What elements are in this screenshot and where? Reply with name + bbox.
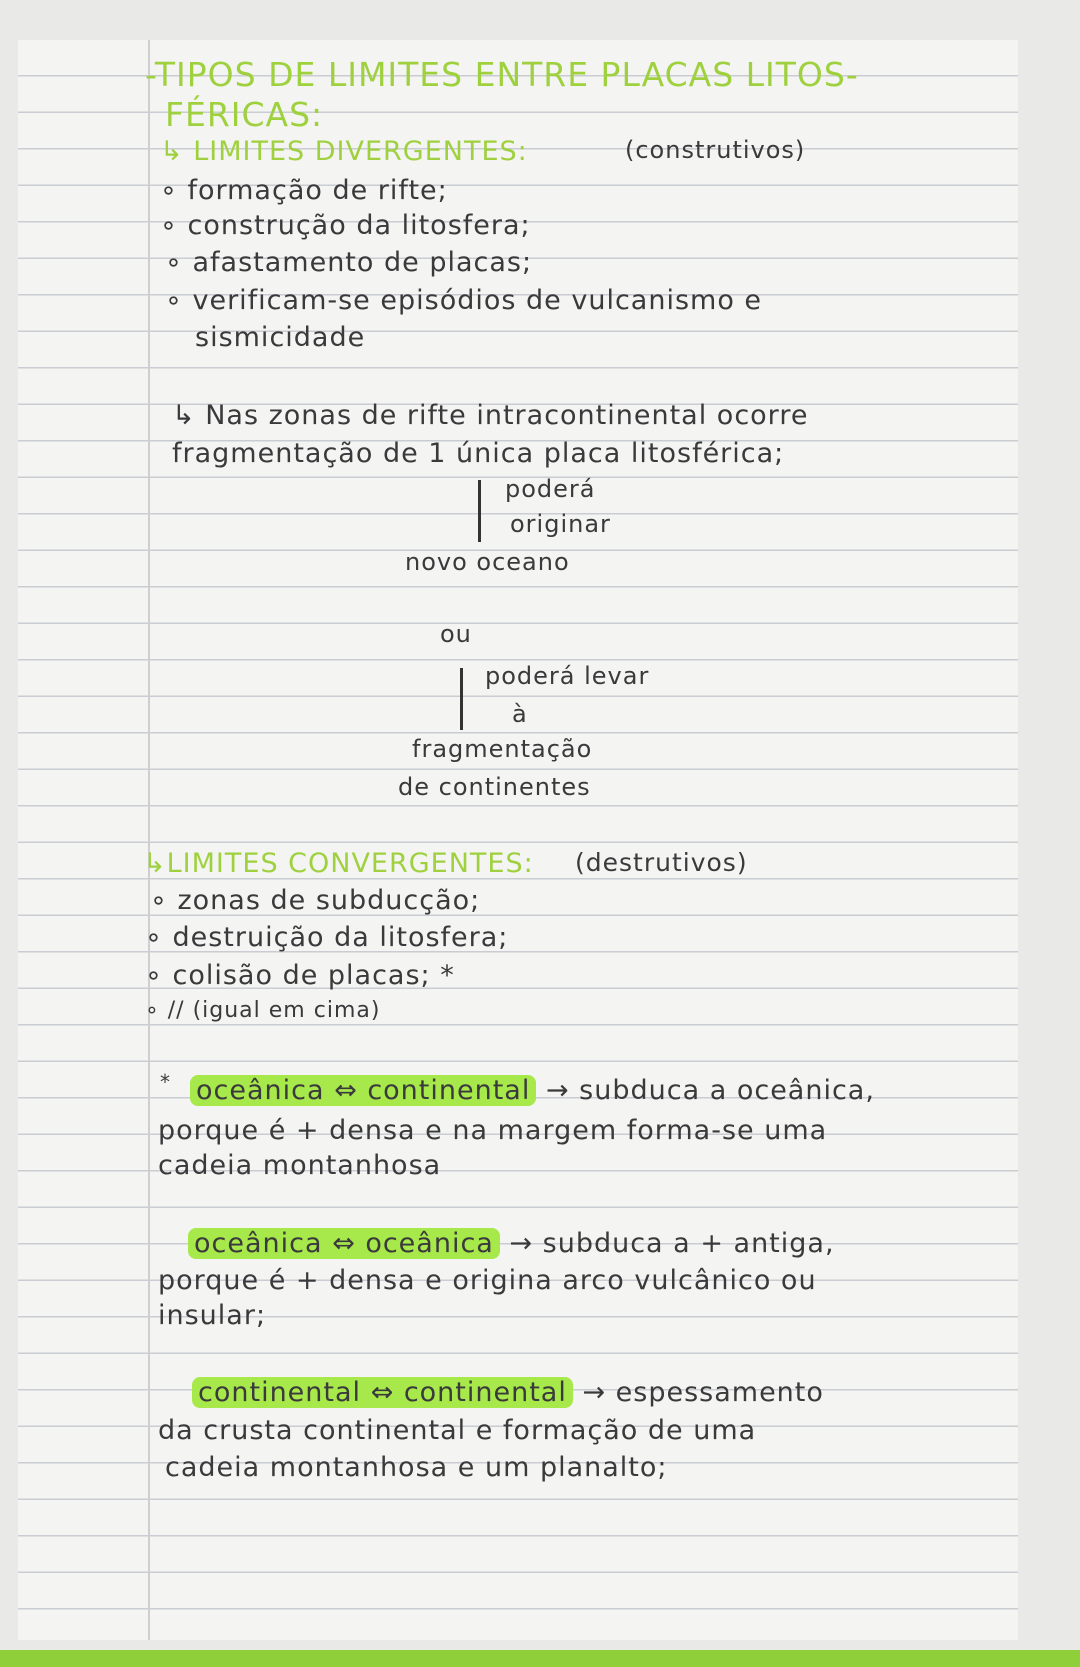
case-text: insular; <box>158 1300 267 1331</box>
convergent-heading: ↳LIMITES CONVERGENTES: <box>143 848 534 879</box>
case-text: cadeia montanhosa <box>158 1150 442 1181</box>
case-text: cadeia montanhosa e um planalto; <box>165 1452 668 1483</box>
case-result: → espessamento <box>582 1377 824 1408</box>
case-text: porque é + densa e origina arco vulcânico ou <box>158 1265 817 1296</box>
case-label: oceânica ⇔ continental <box>190 1075 536 1106</box>
bullet: ∘ colisão de placas; * <box>145 960 455 991</box>
bullet: ∘ // (igual em cima) <box>145 998 381 1023</box>
case-result: → subduca a oceânica, <box>545 1075 875 1106</box>
case-label: continental ⇔ continental <box>192 1377 573 1408</box>
case-label: oceânica ⇔ oceânica <box>188 1228 500 1259</box>
branch-label: poderá levar <box>485 662 650 690</box>
bullet: ∘ destruição da litosfera; <box>145 922 509 953</box>
case-1 <box>190 1075 875 1106</box>
case-text: da crusta continental e formação de uma <box>158 1415 757 1446</box>
rift-line2: fragmentação de 1 única placa litosférica; <box>172 438 785 469</box>
branch-label: originar <box>510 510 611 538</box>
divergent-note: (construtivos) <box>625 136 806 164</box>
branch-line <box>460 668 463 730</box>
or-label: ou <box>440 620 472 648</box>
branch-label: à <box>512 700 528 728</box>
divergent-heading: ↳ LIMITES DIVERGENTES: <box>160 136 528 167</box>
bullet: ∘ afastamento de placas; <box>165 247 533 278</box>
case-result: → subduca a + antiga, <box>509 1228 835 1259</box>
bullet: ∘ verificam-se episódios de vulcanismo e <box>165 285 763 316</box>
title-line1: -TIPOS DE LIMITES ENTRE PLACAS LITOS- <box>145 55 859 94</box>
asterisk: * <box>160 1070 171 1094</box>
bullet: ∘ construção da litosfera; <box>160 210 531 241</box>
branch-result: de continentes <box>398 773 591 801</box>
bullet: ∘ formação de rifte; <box>160 175 448 206</box>
case-3 <box>192 1377 824 1408</box>
bullet: sismicidade <box>195 322 366 353</box>
bullet: ∘ zonas de subducção; <box>150 885 481 916</box>
branch-result: fragmentação <box>412 735 593 763</box>
branch-label: poderá <box>505 475 596 503</box>
title-line2: FÉRICAS: <box>165 95 324 134</box>
branch-result: novo oceano <box>405 548 570 576</box>
rift-line1: ↳ Nas zonas de rifte intracontinental ocorre <box>172 400 809 431</box>
case-text: porque é + densa e na margem forma-se uma <box>158 1115 828 1146</box>
convergent-note: (destrutivos) <box>575 848 748 877</box>
branch-line <box>478 480 481 542</box>
margin-line <box>148 40 150 1640</box>
case-2 <box>188 1228 835 1259</box>
green-surface <box>0 1650 1080 1667</box>
